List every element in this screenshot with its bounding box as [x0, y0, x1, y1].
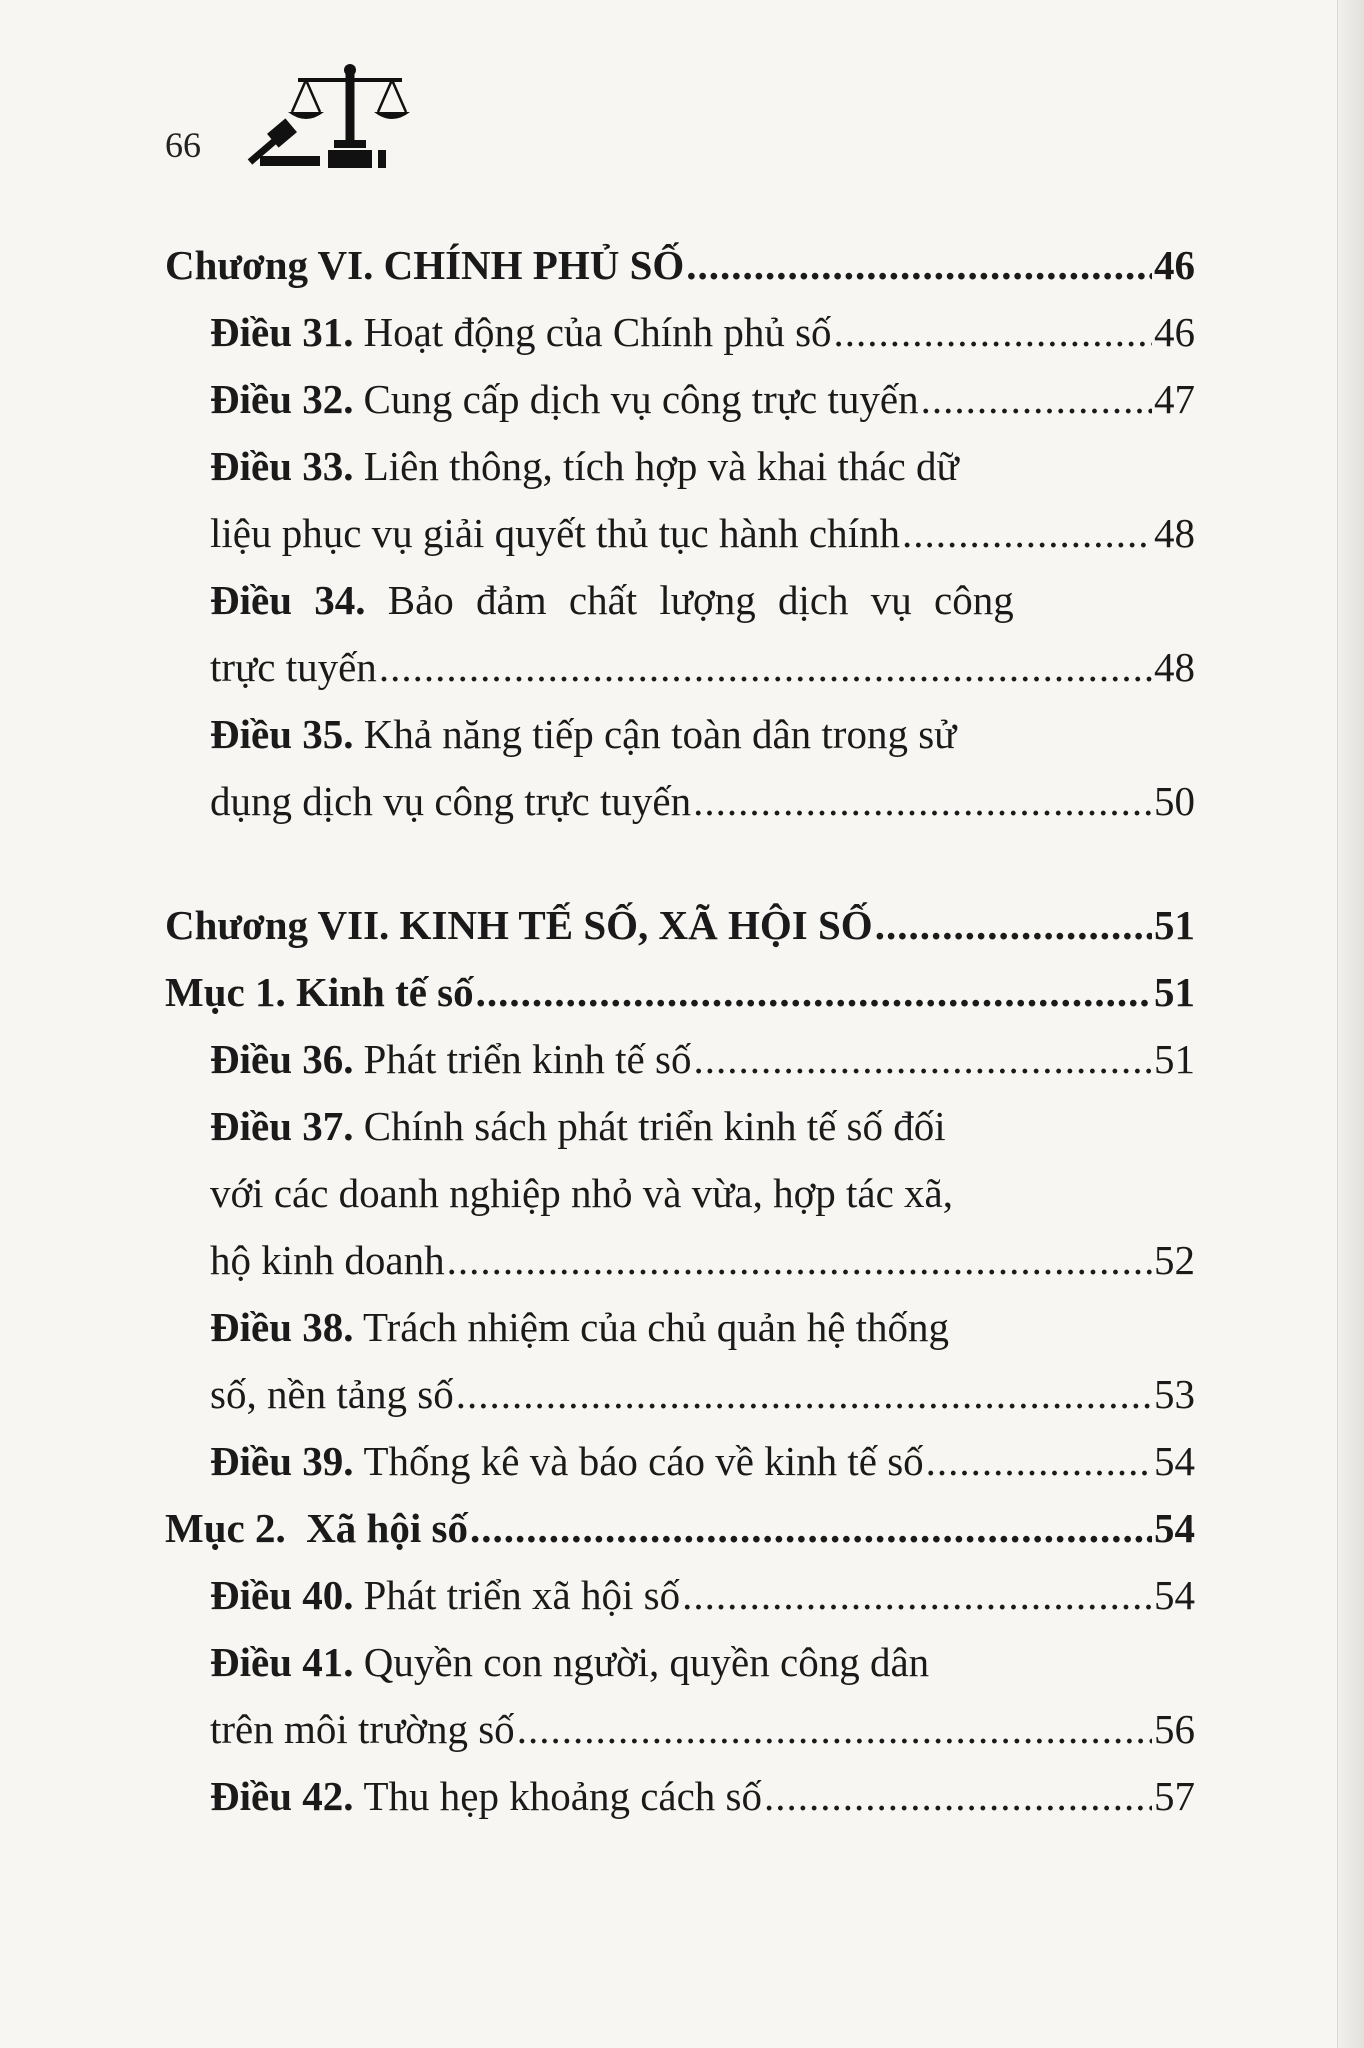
- leader-dots: [476, 972, 1152, 1013]
- leader-dots: [447, 1240, 1152, 1281]
- toc-label: Điều 31.: [210, 309, 354, 355]
- leader-dots: [921, 379, 1152, 420]
- toc-article-32[interactable]: [210, 376, 1195, 422]
- toc-article-42[interactable]: [210, 1773, 1195, 1819]
- toc-text: Chương VII. KINH TẾ SỐ, XÃ HỘI SỐ: [165, 902, 873, 948]
- toc-text: Mục 1. Kinh tế số: [165, 969, 474, 1015]
- leader-dots: [693, 781, 1152, 822]
- leader-dots: [517, 1709, 1152, 1750]
- toc-text: số, nền tảng số: [210, 1371, 454, 1417]
- toc-label: Điều 36.: [210, 1036, 354, 1082]
- toc-page: 50: [1154, 778, 1195, 824]
- toc-text: liệu phục vụ giải quyết thủ tục hành chính: [210, 510, 901, 556]
- toc-article-33-first-line[interactable]: [210, 443, 959, 489]
- toc-chapter-6[interactable]: [165, 242, 1195, 288]
- leader-dots: [379, 647, 1152, 688]
- toc-label: Điều 35.: [210, 711, 354, 757]
- toc-label: Điều 42.: [210, 1773, 354, 1819]
- toc-text: Thống kê và báo cáo về kinh tế số: [363, 1438, 924, 1484]
- toc-article-38-first-line[interactable]: [210, 1304, 950, 1350]
- toc-page: 48: [1154, 510, 1195, 556]
- leader-dots: [875, 905, 1152, 946]
- toc-text: trực tuyến: [210, 644, 377, 690]
- toc-page: 51: [1154, 969, 1195, 1015]
- toc-article-36[interactable]: [210, 1036, 1195, 1082]
- toc-page: 54: [1154, 1572, 1195, 1618]
- toc-article-37-second-line[interactable]: [210, 1170, 953, 1216]
- toc-text: hộ kinh doanh: [210, 1237, 445, 1283]
- toc-article-39[interactable]: [210, 1438, 1195, 1484]
- toc-page: 48: [1154, 644, 1195, 690]
- toc-label: Điều 41.: [210, 1639, 354, 1685]
- toc-label: Điều 38.: [210, 1304, 354, 1350]
- toc-text: Phát triển kinh tế số: [363, 1036, 692, 1082]
- toc-label: Điều 33.: [210, 443, 354, 489]
- toc-text-line1: Trách nhiệm của chủ quản hệ thống: [363, 1304, 950, 1350]
- toc-label: Điều 37.: [210, 1103, 354, 1149]
- toc-text: trên môi trường số: [210, 1706, 515, 1752]
- toc-article-41[interactable]: [210, 1706, 1195, 1752]
- toc-page: 53: [1154, 1371, 1195, 1417]
- toc-text-line1: Khả năng tiếp cận toàn dân trong sử: [363, 711, 957, 757]
- toc-text-line2: với các doanh nghiệp nhỏ và vừa, hợp tác xã,: [210, 1170, 953, 1216]
- toc-article-37[interactable]: [210, 1237, 1195, 1283]
- toc-text: Thu hẹp khoảng cách số: [363, 1773, 762, 1819]
- toc-page: 46: [1154, 309, 1195, 355]
- toc-page: 51: [1154, 1036, 1195, 1082]
- toc-text: Phát triển xã hội số: [363, 1572, 681, 1618]
- toc-article-35-first-line[interactable]: [210, 711, 957, 757]
- toc-page: 47: [1154, 376, 1195, 422]
- toc-page: 56: [1154, 1706, 1195, 1752]
- toc-label: Điều 34.: [210, 577, 366, 623]
- toc-text: Chương VI. CHÍNH PHỦ SỐ: [165, 242, 685, 288]
- leader-dots: [834, 312, 1152, 353]
- leader-dots: [682, 1575, 1152, 1616]
- toc-chapter-7[interactable]: [165, 902, 1195, 948]
- toc-article-33[interactable]: [210, 510, 1195, 556]
- page-number: 66: [165, 125, 201, 165]
- toc-label: Điều 32.: [210, 376, 354, 422]
- toc-section-2[interactable]: [165, 1505, 1195, 1551]
- toc-page: 52: [1154, 1237, 1195, 1283]
- toc-article-31[interactable]: [210, 309, 1195, 355]
- toc-page: 57: [1154, 1773, 1195, 1819]
- toc-text-line1: Bảo đảm chất lượng dịch vụ công: [387, 577, 1014, 623]
- leader-dots: [926, 1441, 1152, 1482]
- toc-section-1[interactable]: [165, 969, 1195, 1015]
- toc-article-37-first-line[interactable]: [210, 1103, 946, 1149]
- toc-article-34[interactable]: [210, 644, 1195, 690]
- toc-article-38[interactable]: [210, 1371, 1195, 1417]
- toc-text: Cung cấp dịch vụ công trực tuyến: [363, 376, 919, 422]
- toc-text: Mục 2. Xã hội số: [165, 1505, 468, 1551]
- leader-dots: [470, 1508, 1152, 1549]
- toc-label: Điều 39.: [210, 1438, 354, 1484]
- leader-dots: [764, 1776, 1152, 1817]
- toc-article-35[interactable]: [210, 778, 1195, 824]
- toc-text-line1: Quyền con người, quyền công dân: [363, 1639, 930, 1685]
- toc-article-41-first-line[interactable]: [210, 1639, 930, 1685]
- toc-page: 54: [1154, 1438, 1195, 1484]
- leader-dots: [686, 245, 1152, 286]
- leader-dots: [456, 1374, 1152, 1415]
- leader-dots: [693, 1039, 1152, 1080]
- toc-text: dụng dịch vụ công trực tuyến: [210, 778, 692, 824]
- toc-article-40[interactable]: [210, 1572, 1195, 1618]
- toc-text: Hoạt động của Chính phủ số: [363, 309, 832, 355]
- toc-label: Điều 40.: [210, 1572, 354, 1618]
- toc-page: 51: [1154, 902, 1195, 948]
- toc-page: 54: [1154, 1505, 1195, 1551]
- toc-text-line1: Chính sách phát triển kinh tế số đối: [363, 1103, 946, 1149]
- toc-text-line1: Liên thông, tích hợp và khai thác dữ: [363, 443, 959, 489]
- toc-article-34-first-line[interactable]: [210, 577, 1014, 623]
- toc-page: 46: [1154, 242, 1195, 288]
- leader-dots: [902, 513, 1152, 554]
